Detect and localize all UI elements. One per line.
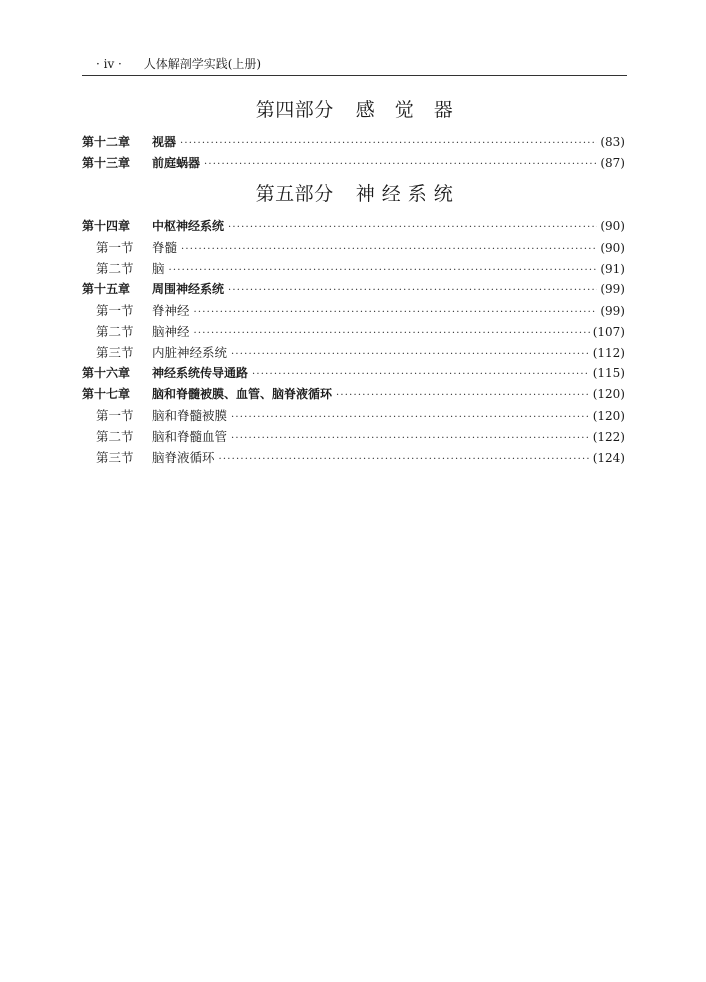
toc-entry-title: 前庭蜗器 [152, 156, 201, 170]
part-title-4 [82, 98, 627, 122]
toc-entry-section[interactable] [82, 447, 625, 468]
part-5-number: 第五部分 [255, 183, 334, 205]
toc-entry-page: (90) [600, 219, 625, 233]
dot-leader [169, 260, 598, 281]
toc-entry-page: (120) [592, 387, 625, 401]
toc-entry-section[interactable] [82, 237, 625, 258]
toc-entry-page: (115) [592, 366, 625, 380]
dot-leader [231, 428, 590, 449]
dot-leader [228, 217, 597, 238]
toc-entry-label: 第十四章 [82, 219, 131, 233]
dot-leader [194, 323, 590, 344]
toc-entry-page: (90) [600, 241, 625, 255]
toc-entry-label: 第十五章 [82, 282, 131, 296]
toc-entry-label: 第十七章 [82, 387, 131, 401]
toc-entry-title: 脑和脊髓被膜、血管、脑脊液循环 [152, 387, 333, 401]
dot-leader [336, 385, 590, 406]
toc-entry-section[interactable] [82, 321, 625, 342]
toc-entry-page: (124) [592, 451, 625, 465]
toc-entry-title: 视器 [152, 135, 177, 149]
toc-entry-page: (91) [600, 262, 625, 276]
toc-entry-title: 周围神经系统 [152, 282, 225, 296]
toc-entry-page: (112) [592, 346, 625, 360]
toc-entry-title: 内脏神经系统 [152, 345, 228, 360]
running-head [82, 55, 627, 75]
dot-leader [219, 449, 590, 470]
toc-list-part-5 [82, 216, 625, 468]
header-rule [82, 75, 627, 76]
toc-entry-page: (122) [592, 430, 625, 444]
toc-entry-page: (107) [592, 325, 625, 339]
toc-entry-title: 中枢神经系统 [152, 219, 225, 233]
toc-entry-page: (99) [600, 282, 625, 296]
toc-entry-section[interactable] [82, 426, 625, 447]
toc-entry-title: 脑和脊髓被膜 [152, 408, 228, 423]
toc-entry-label: 第十二章 [82, 135, 131, 149]
toc-entry-label: 第十三章 [82, 156, 131, 170]
toc-entry-label: 第二节 [96, 324, 134, 339]
book-title: 人体解剖学实践(上册) [143, 57, 262, 71]
toc-entry-label: 第一节 [96, 303, 134, 318]
dot-leader [231, 407, 590, 428]
dot-leader [181, 239, 597, 260]
toc-list-part-4 [82, 132, 625, 174]
toc-entry-chapter-12[interactable] [82, 132, 625, 153]
dot-leader [180, 133, 597, 154]
dot-leader [204, 154, 597, 175]
toc-entry-page: (83) [600, 135, 625, 149]
toc-entry-page: (99) [600, 304, 625, 318]
toc-entry-page: (120) [592, 409, 625, 423]
toc-entry-label: 第三节 [96, 345, 134, 360]
toc-entry-page: (87) [600, 156, 625, 170]
part-4-number: 第四部分 [255, 99, 334, 121]
toc-entry-chapter-17[interactable] [82, 384, 625, 405]
toc-entry-section[interactable] [82, 342, 625, 363]
toc-entry-label: 第十六章 [82, 366, 131, 380]
toc-entry-section[interactable] [82, 405, 625, 426]
toc-entry-chapter-13[interactable] [82, 153, 625, 174]
dot-leader [194, 302, 598, 323]
toc-entry-label: 第三节 [96, 450, 134, 465]
part-title-5 [82, 182, 627, 206]
toc-entry-title: 脑神经 [152, 324, 190, 339]
toc-entry-label: 第一节 [96, 240, 134, 255]
toc-entry-chapter-16[interactable] [82, 363, 625, 384]
page-number: · iv · [96, 57, 122, 71]
toc-entry-title: 脑 [152, 261, 165, 276]
toc-entry-title: 脑脊液循环 [152, 450, 215, 465]
toc-entry-title: 脑和脊髓血管 [152, 429, 228, 444]
toc-entry-section[interactable] [82, 258, 625, 279]
toc-entry-chapter-14[interactable] [82, 216, 625, 237]
dot-leader [231, 344, 590, 365]
toc-entry-label: 第一节 [96, 408, 134, 423]
toc-entry-label: 第二节 [96, 429, 134, 444]
dot-leader [228, 280, 597, 301]
part-5-name: 神 经 系 统 [355, 183, 454, 205]
toc-entry-chapter-15[interactable] [82, 279, 625, 300]
toc-entry-section[interactable] [82, 300, 625, 321]
toc-entry-title: 神经系统传导通路 [152, 366, 249, 380]
toc-entry-label: 第二节 [96, 261, 134, 276]
toc-entry-title: 脊髓 [152, 240, 178, 255]
dot-leader [252, 364, 590, 385]
part-4-name: 感 觉 器 [355, 99, 454, 121]
toc-entry-title: 脊神经 [152, 303, 190, 318]
